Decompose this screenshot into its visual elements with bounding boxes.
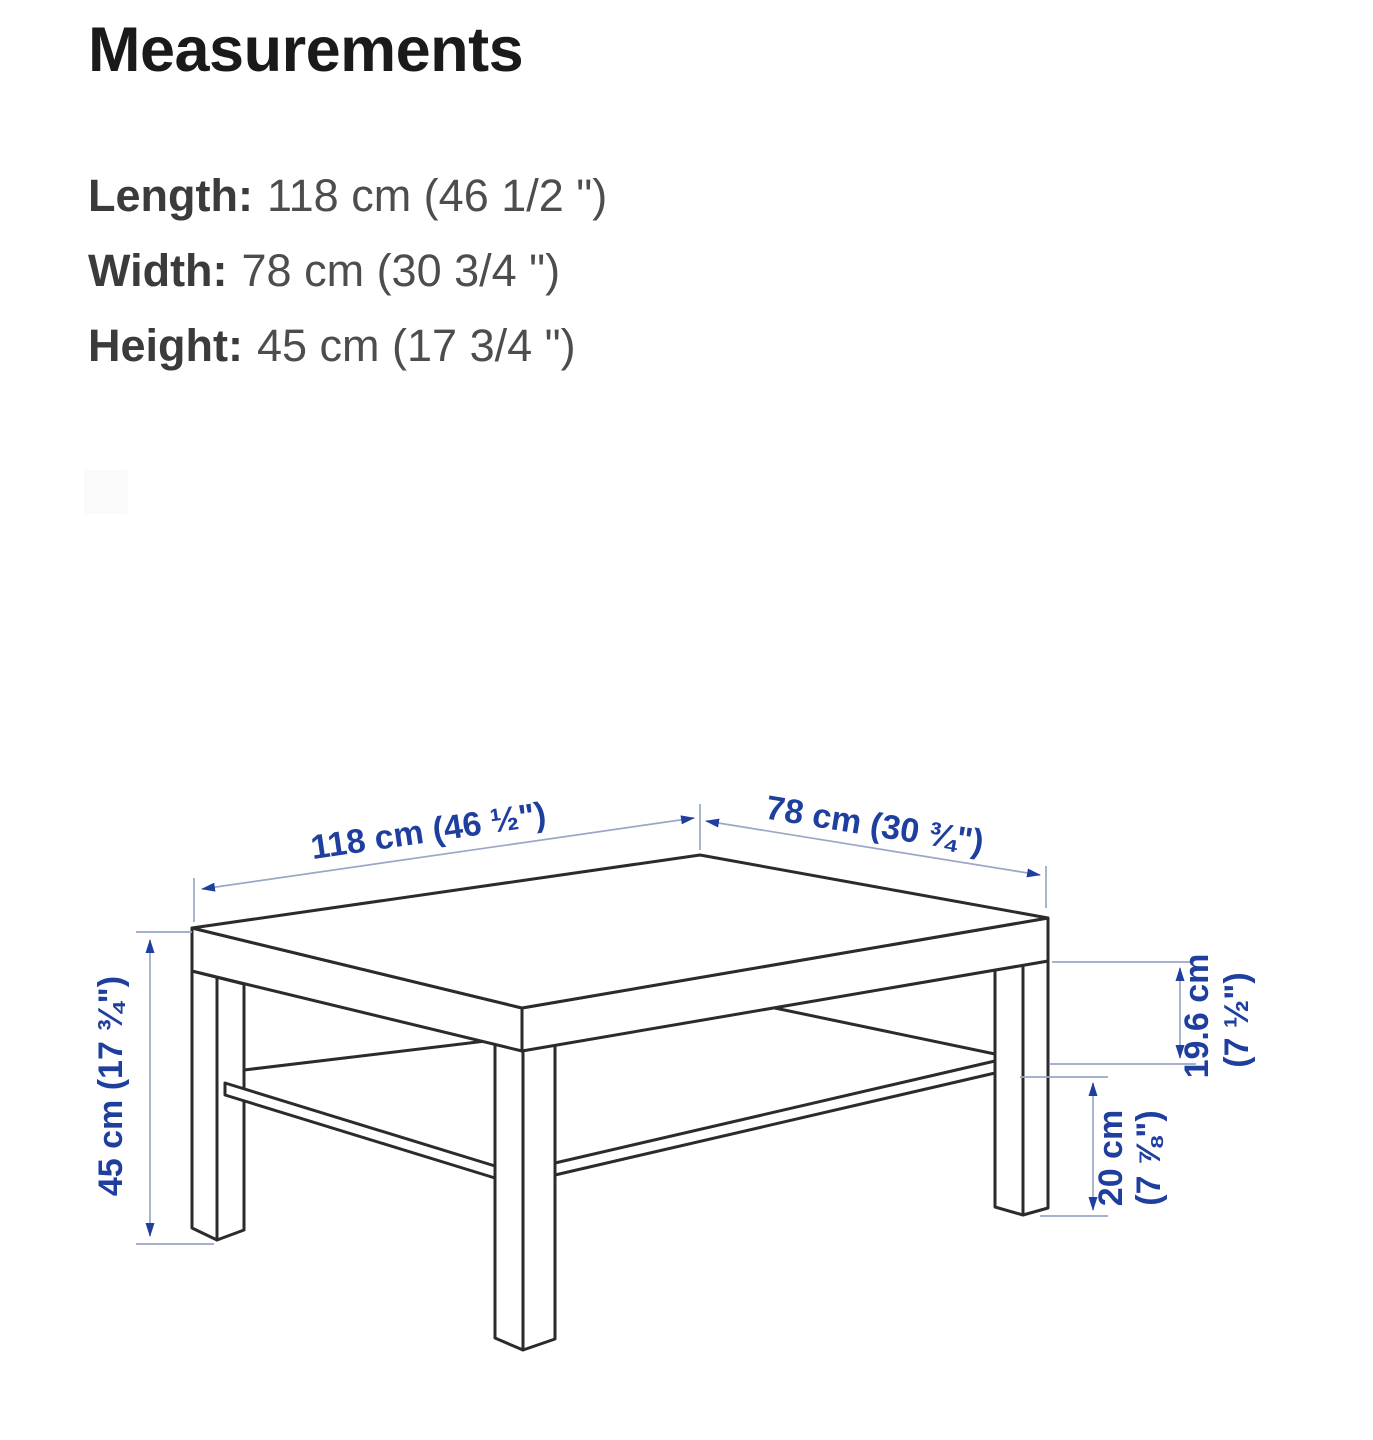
width-dimension-label: 78 cm (30 ¾")	[763, 788, 987, 862]
spec-width-label: Width:	[88, 245, 228, 296]
table-drawing	[192, 855, 1048, 1350]
shelf-height-dimension-label-in: (7 ⅞")	[1130, 1110, 1168, 1206]
shelf-height-dimension-label-cm: 20 cm	[1092, 1109, 1130, 1207]
page-title: Measurements	[88, 15, 524, 85]
clearance-dimension-label-in: (7 ½")	[1218, 972, 1256, 1068]
lower-shelf	[225, 1061, 995, 1178]
spec-width-value: 78 cm (30 3/4 ")	[241, 245, 561, 296]
left-leg	[192, 971, 244, 1240]
spec-length-value: 118 cm (46 1/2 ")	[266, 170, 608, 221]
tabletop	[192, 855, 1048, 1051]
front-leg	[495, 1044, 555, 1350]
right-leg	[995, 961, 1048, 1215]
clearance-dimension-label-cm: 19.6 cm	[1178, 953, 1216, 1079]
height-dimension-label: 45 cm (17 ¾")	[92, 975, 130, 1197]
spec-height-label: Height:	[88, 320, 243, 371]
spec-height-value: 45 cm (17 3/4 ")	[256, 320, 576, 371]
length-dimension-label: 118 cm (46 ½")	[308, 795, 549, 868]
spec-length-label: Length:	[88, 170, 253, 221]
